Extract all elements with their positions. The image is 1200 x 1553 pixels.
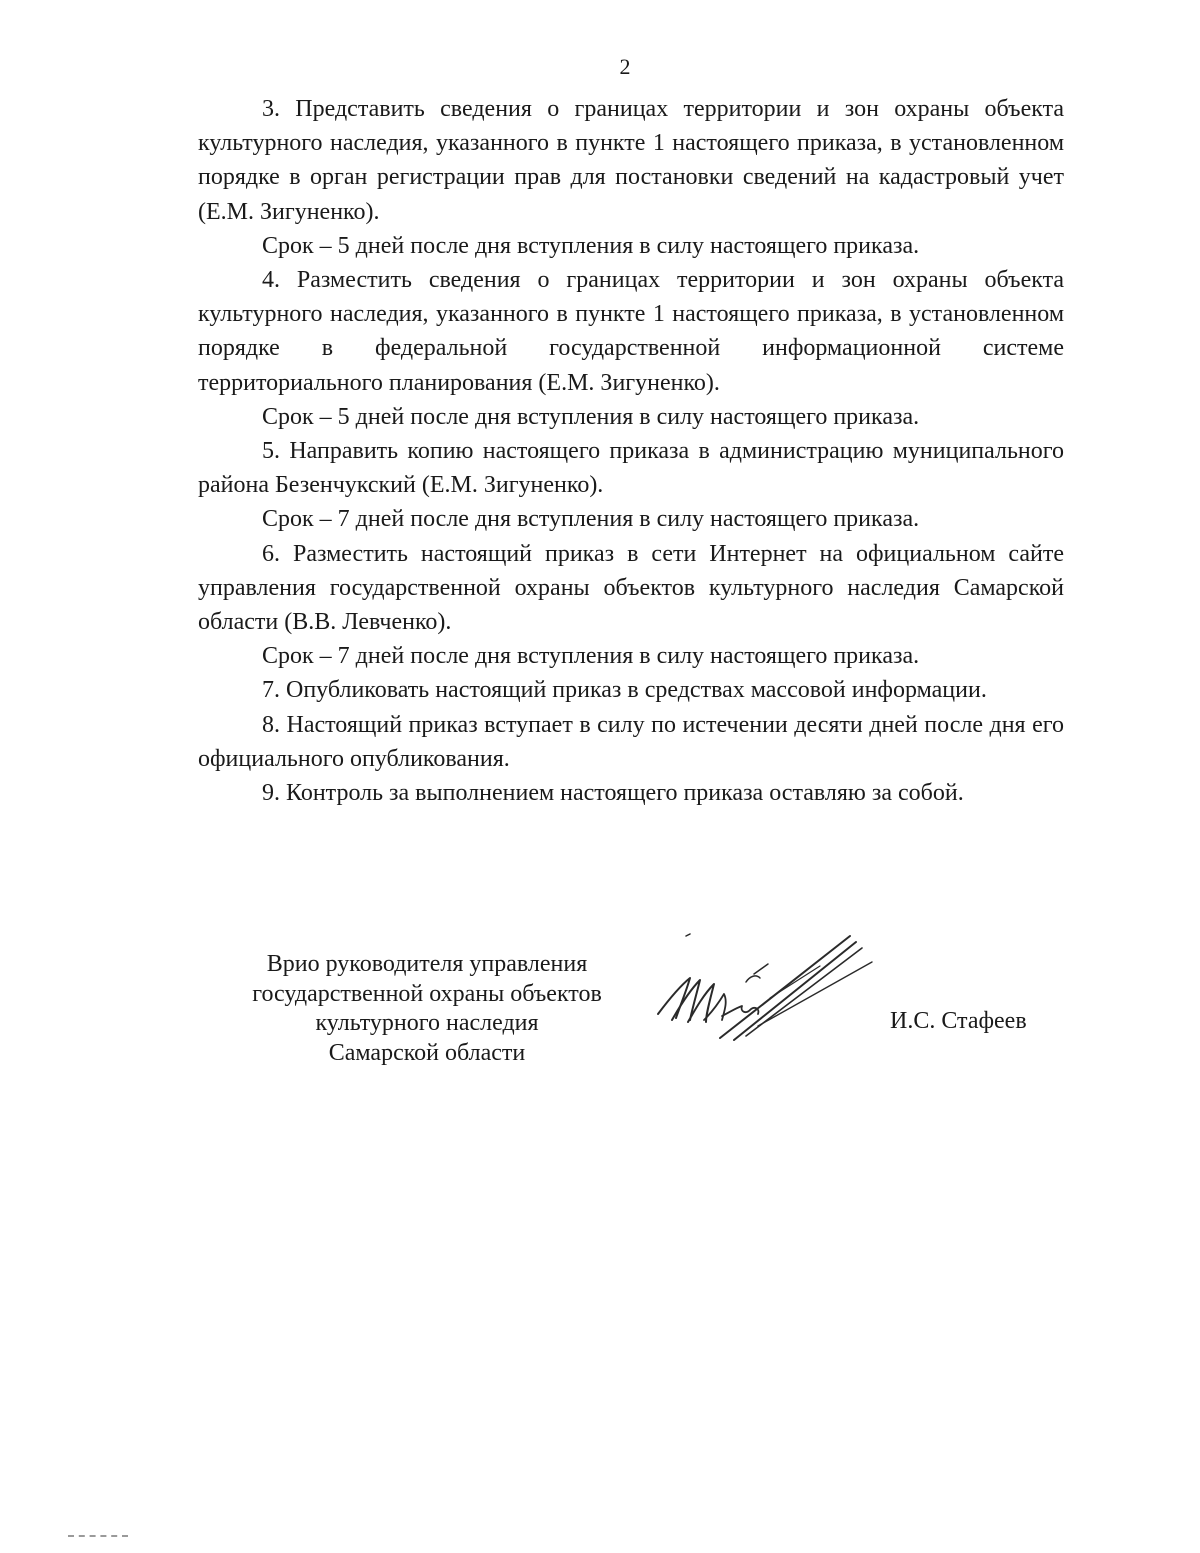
- signer-name: И.С. Стафеев: [890, 1008, 1027, 1034]
- signer-position: [208, 950, 646, 1068]
- handwritten-signature-icon: [650, 928, 880, 1048]
- deadline-item-4: Срок – 5 дней после дня вступления в силу настоящего приказа.: [262, 403, 920, 430]
- signer-position-line: культурного наследия: [315, 1010, 539, 1036]
- deadline-item-5: Срок – 7 дней после дня вступления в силу настоящего приказа.: [262, 506, 920, 533]
- paragraph-item-9: 9. Контроль за выполнением настоящего приказа оставляю за собой.: [262, 780, 964, 807]
- paragraph-item-4: 4. Разместить сведения о границах территории и зон охраны объекта культурного наследия, указанного в пункте 1 настоящего приказа, в установленном порядке в федеральной государственной информационной системе территориального планирования (Е.М. Зигуненко).: [198, 267, 1064, 396]
- signer-position-line: Самарской области: [328, 1039, 526, 1066]
- paragraph-item-5: 5. Направить копию настоящего приказа в администрацию муниципального района Безенчукский (Е.М. Зигуненко).: [198, 438, 1064, 499]
- paragraph-item-6: 6. Разместить настоящий приказ в сети Интернет на официальном сайте управления государственной охраны объектов культурного наследия Самарской области (В.В. Левченко).: [198, 540, 1064, 636]
- signer-position-line: Врио руководителя управления: [266, 951, 588, 977]
- paragraph-item-3: 3. Представить сведения о границах территории и зон охраны объекта культурного наследия, указанного в пункте 1 настоящего приказа, в установленном порядке в орган регистрации прав для постановки сведений на кадастровый учет (Е.М. Зигуненко).: [198, 96, 1064, 225]
- deadline-item-3: Срок – 5 дней после дня вступления в силу настоящего приказа.: [262, 232, 920, 259]
- signer-position-line: государственной охраны объектов: [252, 980, 602, 1007]
- paragraph-item-8: 8. Настоящий приказ вступает в силу по истечении десяти дней после дня его официального опубликования.: [198, 711, 1064, 772]
- scan-edge-mark: [68, 1535, 128, 1539]
- paragraph-item-7: 7. Опубликовать настоящий приказ в средствах массовой информации.: [262, 677, 987, 704]
- document-body: [198, 92, 1064, 810]
- deadline-item-6: Срок – 7 дней после дня вступления в силу настоящего приказа.: [262, 643, 920, 670]
- page-number: 2: [619, 54, 631, 79]
